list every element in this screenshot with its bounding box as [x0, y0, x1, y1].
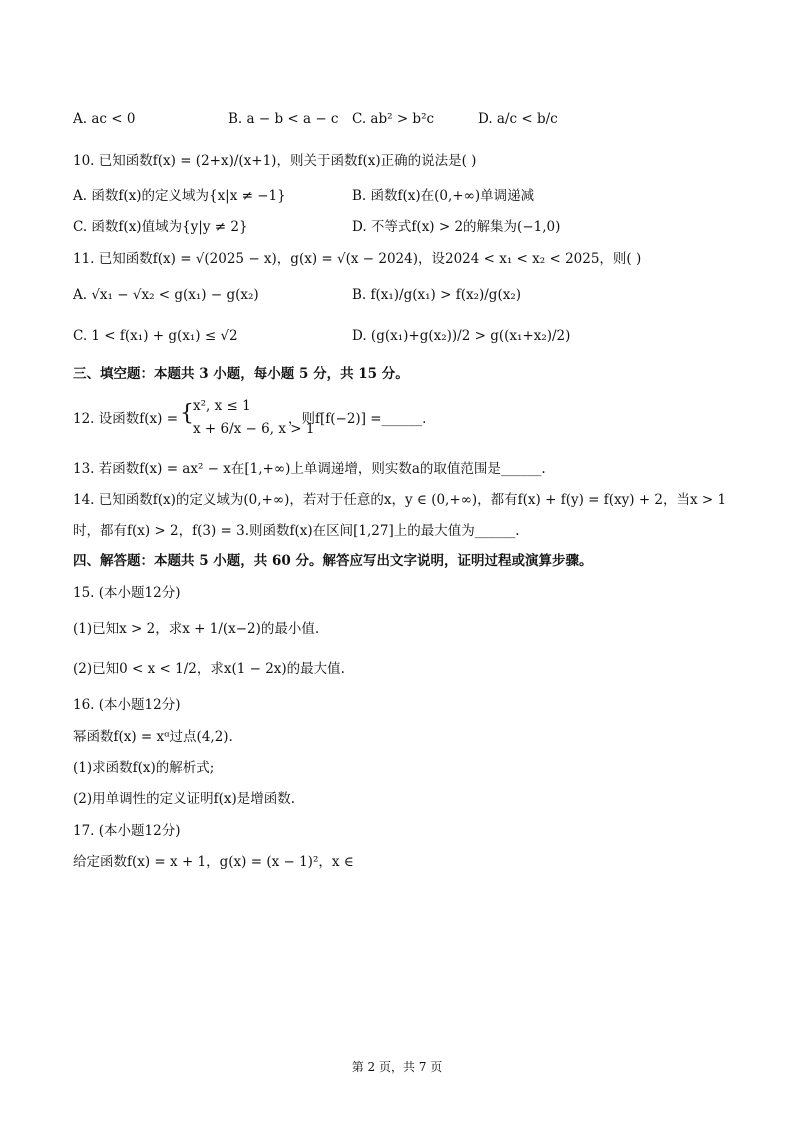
section-3-heading: 三、填空题：本题共 3 小题，每小题 5 分，共 15 分。: [73, 366, 409, 382]
q17-heading: 17. (本小题12分): [73, 823, 181, 839]
q15-part-1: (1)已知x > 2，求x + 1/(x−2)的最小值.: [73, 621, 320, 637]
q12-case-1: x², x ≤ 1: [193, 398, 251, 414]
q14-line-2: 时，都有f(x) > 2，f(3) = 3.则函数f(x)在区间[1,27]上的最大值为______.: [73, 523, 520, 539]
q9-option-c: C. ab² > b²c: [352, 111, 435, 127]
q11-option-a: A. √x₁ − √x₂ < g(x₁) − g(x₂): [73, 287, 259, 303]
q12-suffix: ，则f[f(−2)] =______.: [288, 411, 427, 427]
page-footer: 第 2 页，共 7 页: [351, 1060, 443, 1074]
q10-stem: 10. 已知函数f(x) = (2+x)/(x+1)，则关于函数f(x)正确的说法是( ): [73, 153, 477, 169]
q16-part-2: (2)用单调性的定义证明f(x)是增函数.: [73, 791, 296, 807]
q12-case-2: x + 6/x − 6, x > 1: [193, 421, 315, 437]
q17-stem: 给定函数f(x) = x + 1，g(x) = (x − 1)²，x ∈: [73, 854, 354, 870]
q16-stem: 幂函数f(x) = xᵅ过点(4,2).: [73, 729, 233, 745]
q11-option-d: D. (g(x₁)+g(x₂))/2 > g((x₁+x₂)/2): [352, 328, 571, 344]
q15-heading: 15. (本小题12分): [73, 585, 181, 601]
q13: 13. 若函数f(x) = ax² − x在[1,+∞)上单调递增，则实数a的取值范围是______.: [73, 461, 546, 477]
section-4-heading: 四、解答题：本题共 5 小题，共 60 分。解答应写出文字说明，证明过程或演算步骤。: [73, 553, 593, 569]
q10-option-d: D. 不等式f(x) > 2的解集为(−1,0): [352, 219, 561, 235]
q9-option-d: D. a/c < b/c: [478, 111, 558, 127]
q11-option-b: B. f(x₁)/g(x₁) > f(x₂)/g(x₂): [352, 287, 522, 303]
q9-option-a: A. ac < 0: [73, 111, 136, 127]
q16-part-1: (1)求函数f(x)的解析式;: [73, 760, 215, 776]
q15-part-2: (2)已知0 < x < 1/2，求x(1 − 2x)的最大值.: [73, 661, 345, 677]
q10-option-b: B. 函数f(x)在(0,+∞)单调递减: [352, 188, 535, 204]
q16-heading: 16. (本小题12分): [73, 697, 181, 713]
q12-prefix: 12. 设函数f(x) =: [73, 411, 179, 427]
q14-line-1: 14. 已知函数f(x)的定义域为(0,+∞)，若对于任意的x，y ∈ (0,+∞)，都有f(x) + f(y) = f(xy) + 2，当x > 1: [73, 492, 727, 508]
q9-option-b: B. a − b < a − c: [228, 111, 339, 127]
q11-option-c: C. 1 < f(x₁) + g(x₁) ≤ √2: [73, 328, 238, 344]
q12-brace: {: [180, 401, 194, 426]
q10-option-a: A. 函数f(x)的定义域为{x|x ≠ −1}: [73, 188, 286, 204]
q10-option-c: C. 函数f(x)值域为{y|y ≠ 2}: [73, 219, 248, 235]
q11-stem: 11. 已知函数f(x) = √(2025 − x)，g(x) = √(x − 2024)，设2024 < x₁ < x₂ < 2025，则( ): [73, 251, 642, 267]
